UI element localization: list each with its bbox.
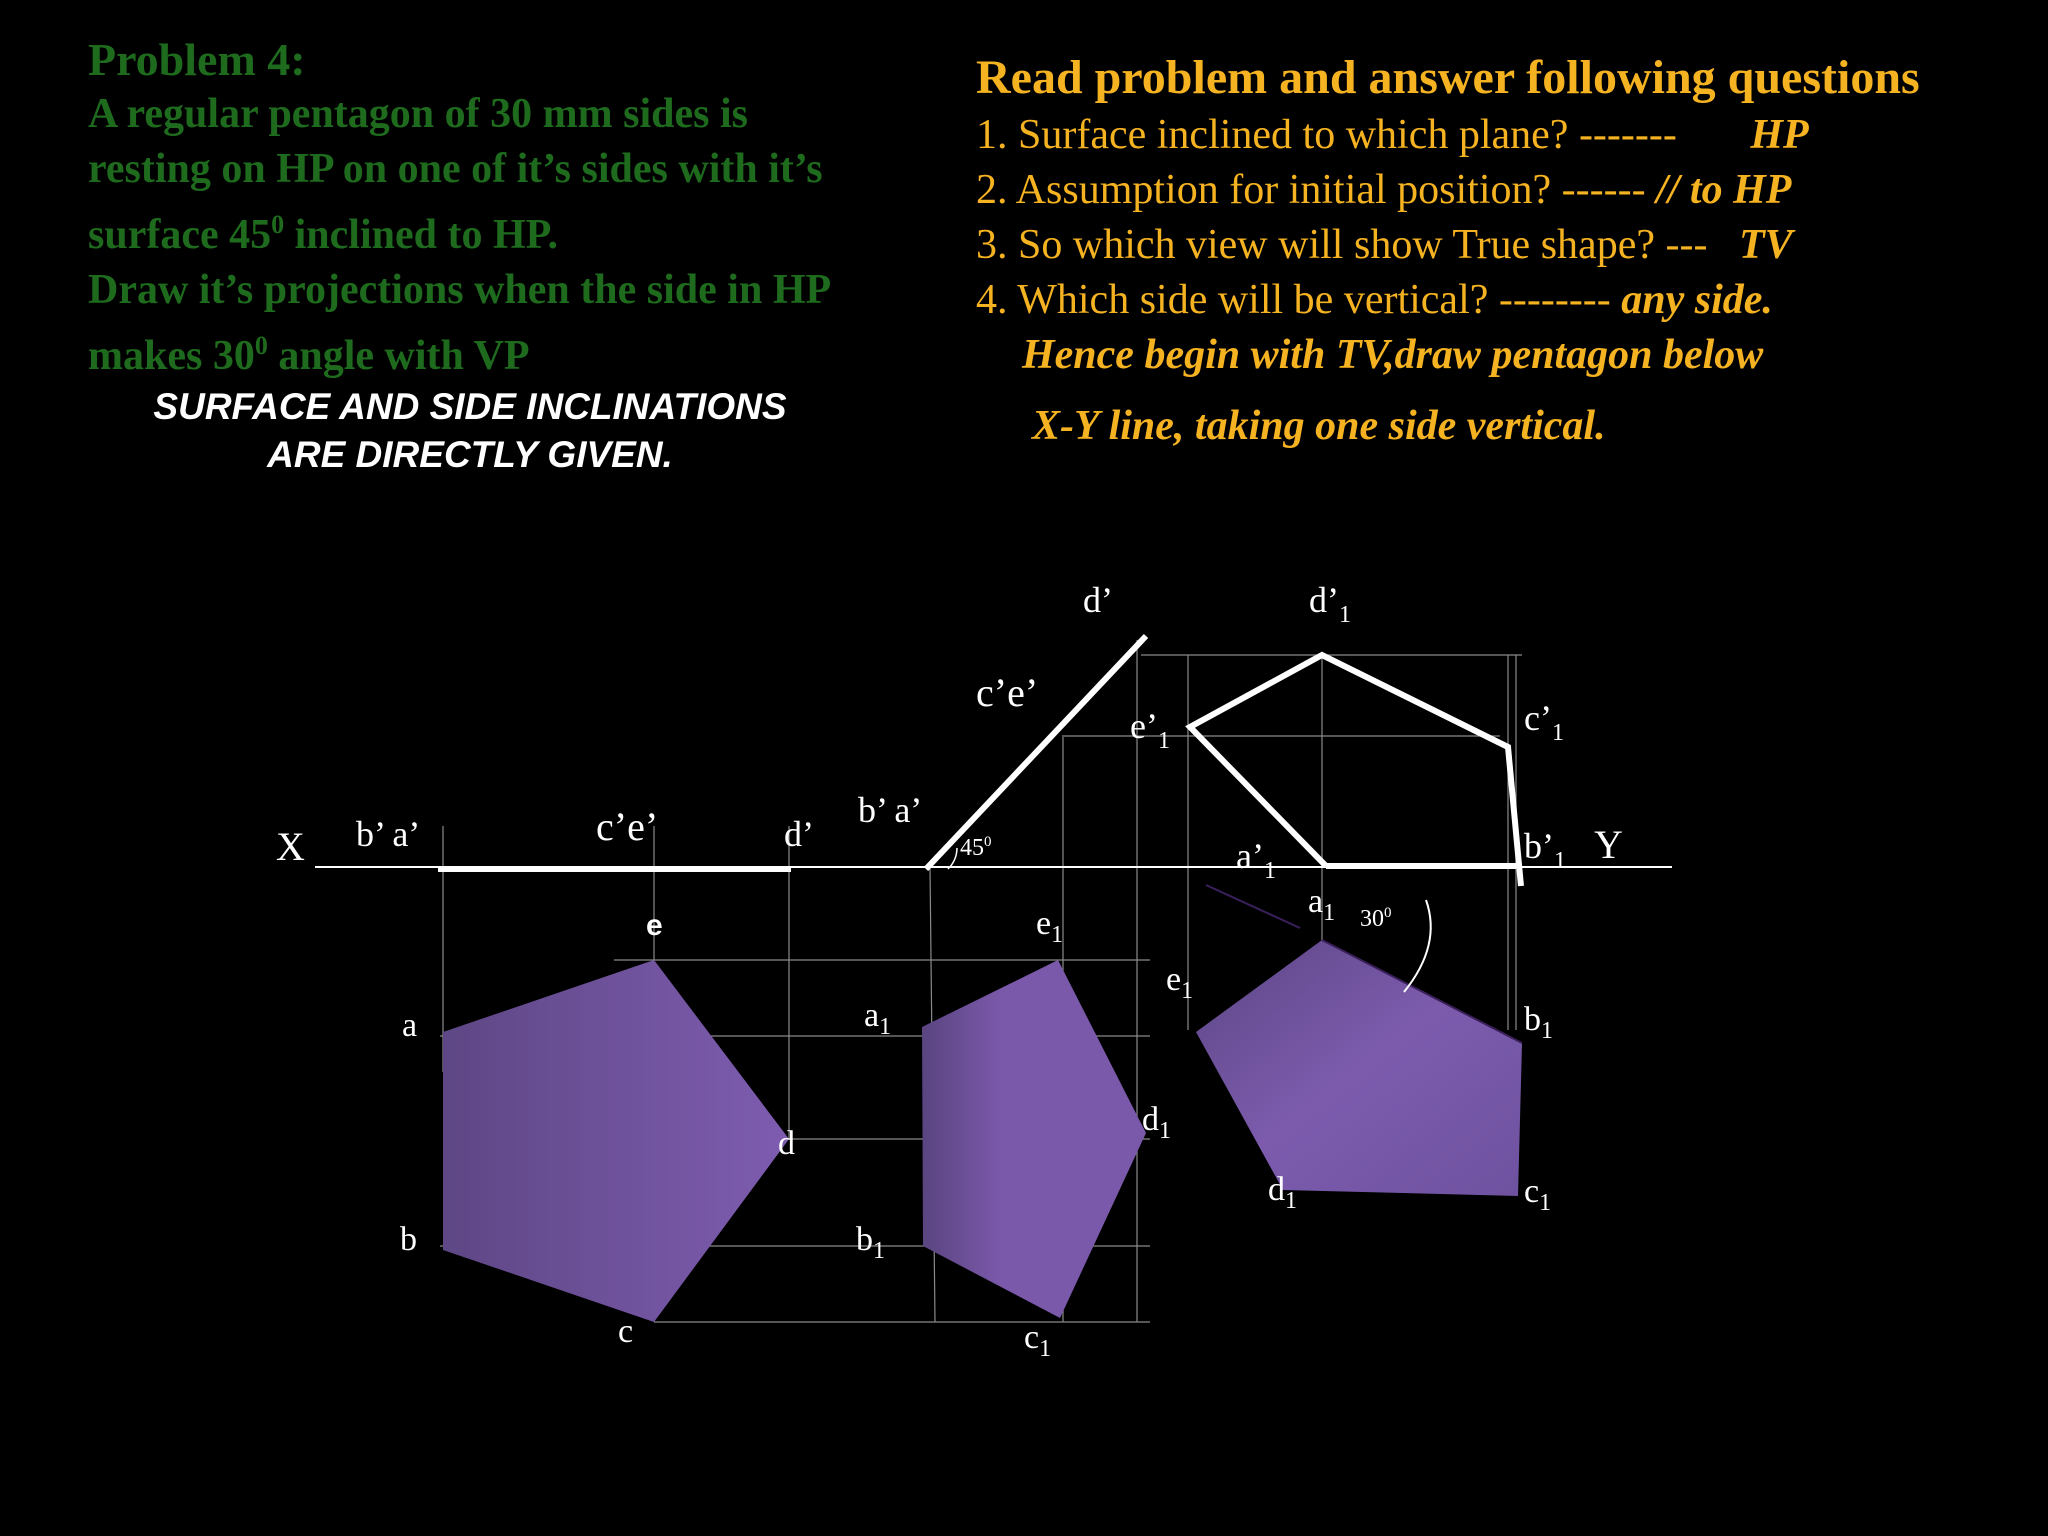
question-4: 4. Which side will be vertical? -------- any side. xyxy=(976,277,1773,323)
note-line-2: ARE DIRECTLY GIVEN. xyxy=(267,434,673,475)
tv1-pentagon xyxy=(443,960,789,1322)
tv3-angle-arc xyxy=(1404,900,1431,992)
problem-line-4: Draw it’s projections when the side in HP xyxy=(88,267,832,313)
tv3-label-e: $e_1$ xyxy=(1166,961,1194,1004)
tv1-label-d: d xyxy=(778,1125,795,1162)
fv2-angle-arc xyxy=(948,848,957,869)
question-1: 1. Surface inclined to which plane? ------- HP xyxy=(976,112,1809,158)
problem-line-2: resting on HP on one of it’s sides with it’s xyxy=(88,146,823,192)
fv1-label-ba: b’ a’ xyxy=(356,814,421,854)
fv3-label-d: $d’_1$ xyxy=(1309,580,1351,628)
answer-4: any side. xyxy=(1621,277,1773,323)
fv2-label-d: d’ xyxy=(1083,580,1113,620)
tv3-label-b: $b_1$ xyxy=(1524,1001,1553,1044)
fv2-label-ba: b’ a’ xyxy=(858,790,923,830)
note-line-1: SURFACE AND SIDE INCLINATIONS xyxy=(153,386,787,427)
problem-line-3: surface $45^0$ inclined to HP. xyxy=(88,210,558,258)
fv2-label-ce: c’e’ xyxy=(976,670,1039,715)
continuation-line-2: X-Y line, taking one side vertical. xyxy=(1032,403,1606,449)
tv2-label-a: $a_1$ xyxy=(864,997,892,1040)
questions-heading: Read problem and answer following questions xyxy=(976,51,1920,104)
tv1-label-c: c xyxy=(618,1313,634,1350)
tv1-label-a: a xyxy=(402,1007,418,1044)
y-label: Y xyxy=(1594,822,1623,867)
fv3-label-b: $b’_1$ xyxy=(1524,826,1566,874)
question-3: 3. So which view will show True shape? --- TV xyxy=(976,222,1793,268)
x-label: X xyxy=(276,824,305,869)
continuation-line-1: Hence begin with TV,draw pentagon below xyxy=(1022,332,1764,378)
question-2: 2. Assumption for initial position? ------ // to HP xyxy=(976,167,1792,213)
tv1-label-e: e xyxy=(646,909,663,942)
answer-2: // to HP xyxy=(1656,167,1792,213)
problem-line-5: makes $30^0$ angle with VP xyxy=(88,331,530,379)
tv2-label-e: $e_1$ xyxy=(1036,905,1064,948)
tv2-label-b: $b_1$ xyxy=(856,1221,885,1264)
tv1-label-b: b xyxy=(400,1221,417,1258)
answer-1: HP xyxy=(1750,112,1809,158)
tv3-label-d: $d_1$ xyxy=(1268,1171,1297,1214)
fv3-label-a: $a’_1$ xyxy=(1236,836,1276,884)
fv1-label-d: d’ xyxy=(784,814,814,854)
tv2-label-d: $d_1$ xyxy=(1142,1101,1171,1144)
tv3-pentagon xyxy=(1196,940,1522,1196)
fv1-label-ce: c’e’ xyxy=(596,804,659,849)
problem-heading: Problem 4: xyxy=(88,34,306,85)
fv2-angle-label: $45^0$ xyxy=(960,834,992,861)
tv2-pentagon xyxy=(922,960,1146,1318)
tv3-angle-label: $30^0$ xyxy=(1360,905,1392,932)
tv3-label-c: $c_1$ xyxy=(1524,1173,1552,1216)
tv3-label-a: $a_1$ xyxy=(1308,883,1336,926)
problem-line-1: A regular pentagon of 30 mm sides is xyxy=(88,91,748,137)
fv3-label-c: $c’_1$ xyxy=(1524,698,1564,746)
tv2-label-c: $c_1$ xyxy=(1024,1319,1052,1362)
answer-3: TV xyxy=(1738,222,1793,268)
fv3-label-e: $e’_1$ xyxy=(1130,706,1170,754)
tv3-ref-line xyxy=(1206,885,1300,928)
